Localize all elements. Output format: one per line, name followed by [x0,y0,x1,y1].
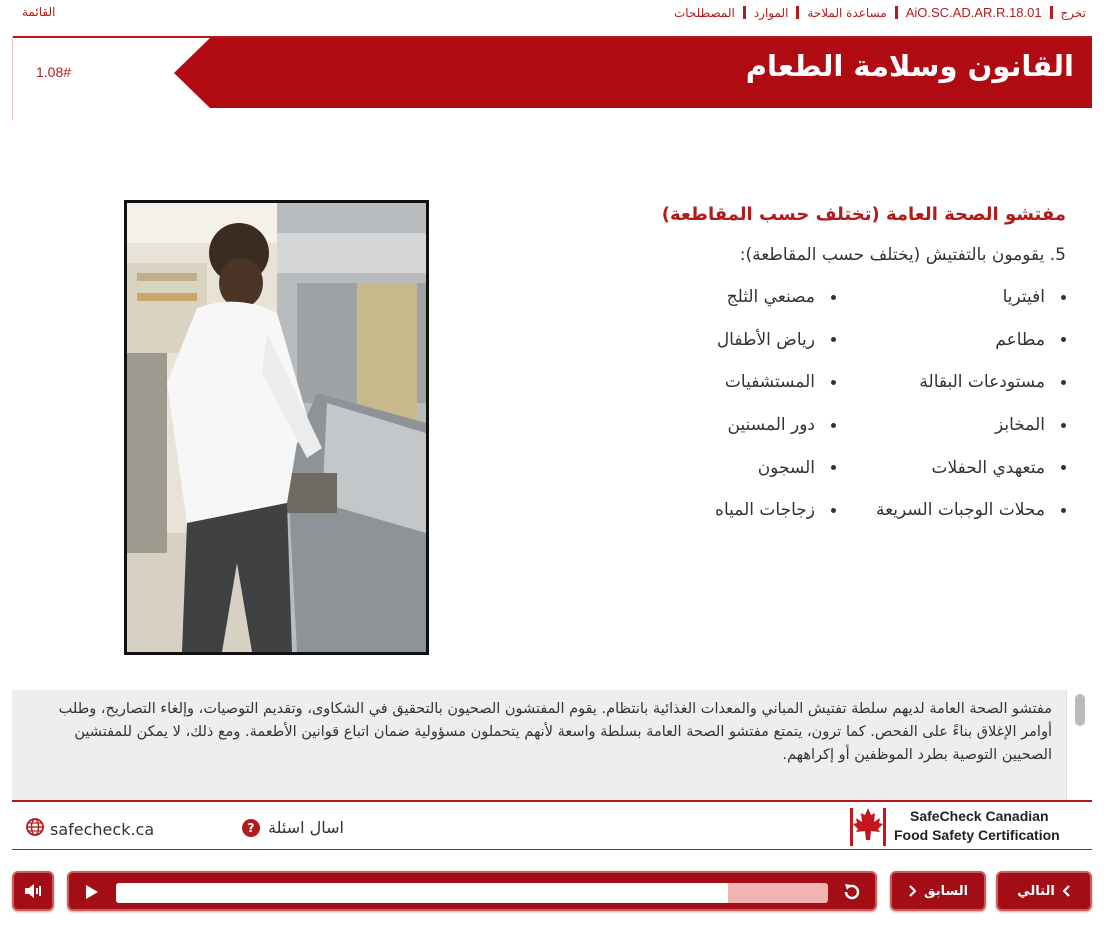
scrollbar-thumb[interactable] [1075,694,1085,726]
nav-links [674,5,1086,20]
nav-separator [796,6,799,19]
bullet-icon [831,337,836,342]
list-item [715,446,836,489]
media-player [67,871,877,911]
bullet-icon [1061,465,1066,470]
chevron-left-icon [1063,885,1071,897]
footer-divider [12,800,1092,802]
bullet-icon [1061,295,1066,300]
list-item [715,276,836,319]
bullet-icon [1061,423,1066,428]
chevron-right-icon [908,885,916,897]
bullet-icon [831,423,836,428]
speaker-icon [23,882,43,900]
list-item [715,404,836,447]
list-item-label: السجون [757,457,815,478]
menu-link[interactable]: القائمة [22,5,56,19]
header-top-border [12,36,1092,38]
list-item-label: محلات الوجبات السريعة [875,500,1045,521]
ask-questions-label: اسال اسئلة [268,818,344,837]
list-item [876,361,1066,404]
progress-bar[interactable] [116,883,828,903]
page-title: القانون وسلامة الطعام [745,49,1074,83]
glossary-link[interactable]: المصطلحات [673,5,735,20]
list-item-label: افيتريا [1002,287,1045,308]
nav-separator [1050,6,1053,19]
inspector-photo [124,200,429,655]
page-number: 1.08# [36,64,72,80]
list-item [876,276,1066,319]
list-item [715,319,836,362]
header-side-border [12,36,13,120]
site-link-label: safecheck.ca [50,819,155,839]
top-nav [0,0,1104,30]
list-item-label: مطاعم [995,329,1045,350]
brand-name: SafeCheck Canadian [910,808,1049,824]
audio-toggle-button[interactable] [12,871,54,911]
brand-subtitle: Food Safety Certification [894,827,1060,843]
previous-button[interactable] [890,871,986,911]
section-heading: مفتشو الصحة العامة (تختلف حسب المقاطعة) [661,204,1066,225]
list-item [876,404,1066,447]
intro-text: 5. يقومون بالتفتيش (يختلف حسب المقاطعة): [739,245,1066,265]
bullet-icon [831,295,836,300]
bullet-icon [1061,380,1066,385]
transcript-text: مفتشو الصحة العامة لديهم سلطة تفتيش المباني والمعدات الغذائية بانتظام. يقوم المفتشون الصحيون بالتحقيق في الشكاوى، وتقديم التوصيات، وإلغاء التصاريح، وطلب أوامر الإغلاق بناءً على الفحص. كما ترون، يتمتع مفتشو الصحة العامة بسلطة واسعة لأنهم يتحملون مسؤولية ضمان اتباع قوانين الأطعمة. ومع ذلك، لا يمكن للمفتشين الصحيين التوصية بطرد الموظفين أو إكراههم. [58,701,1052,763]
ask-questions-link[interactable] [242,818,344,837]
list-item-label: مستودعات البقالة [919,372,1045,393]
next-button[interactable] [996,871,1092,911]
nav-separator [743,6,746,19]
progress-fill [116,883,728,903]
list-item-label: زجاجات المياه [715,500,815,521]
nav-help-link[interactable]: مساعدة الملاحة [807,5,887,20]
maple-leaf-icon [848,804,888,848]
transcript-scrollbar[interactable] [1066,690,1092,800]
bullet-icon [1061,508,1066,513]
list-item-label: مصنعي الثلج [726,287,815,308]
list-item [715,361,836,404]
play-icon[interactable] [85,884,99,900]
brand-logo [848,804,1092,848]
course-code: AiO.SC.AD.AR.R.18.01 [905,5,1042,20]
bullet-icon [831,380,836,385]
previous-button-label: السابق [923,883,969,899]
transcript-panel[interactable] [12,690,1066,800]
footer-bottom-divider [12,849,1092,850]
list-item-label: متعهدي الحفلات [931,457,1045,478]
next-button-label: التالي [1017,883,1055,899]
replay-icon[interactable] [841,881,863,903]
globe-icon [26,818,44,840]
list-item [876,446,1066,489]
resources-link[interactable]: الموارد [753,5,789,20]
bullet-list-right [876,276,1066,532]
question-icon: ? [242,819,260,837]
exit-link[interactable]: تخرج [1060,5,1086,20]
bullet-icon [831,508,836,513]
list-item-label: رياض الأطفال [716,329,815,350]
bullet-icon [831,465,836,470]
list-item-label: المستشفيات [724,372,815,393]
site-link[interactable] [26,818,154,840]
list-item-label: المخابز [995,415,1045,436]
list-item [876,319,1066,362]
bullet-list-left [715,276,836,532]
list-item [715,489,836,532]
bullet-icon [1061,337,1066,342]
list-item-label: دور المسنين [727,415,815,436]
list-item [876,489,1066,532]
nav-separator [895,6,898,19]
